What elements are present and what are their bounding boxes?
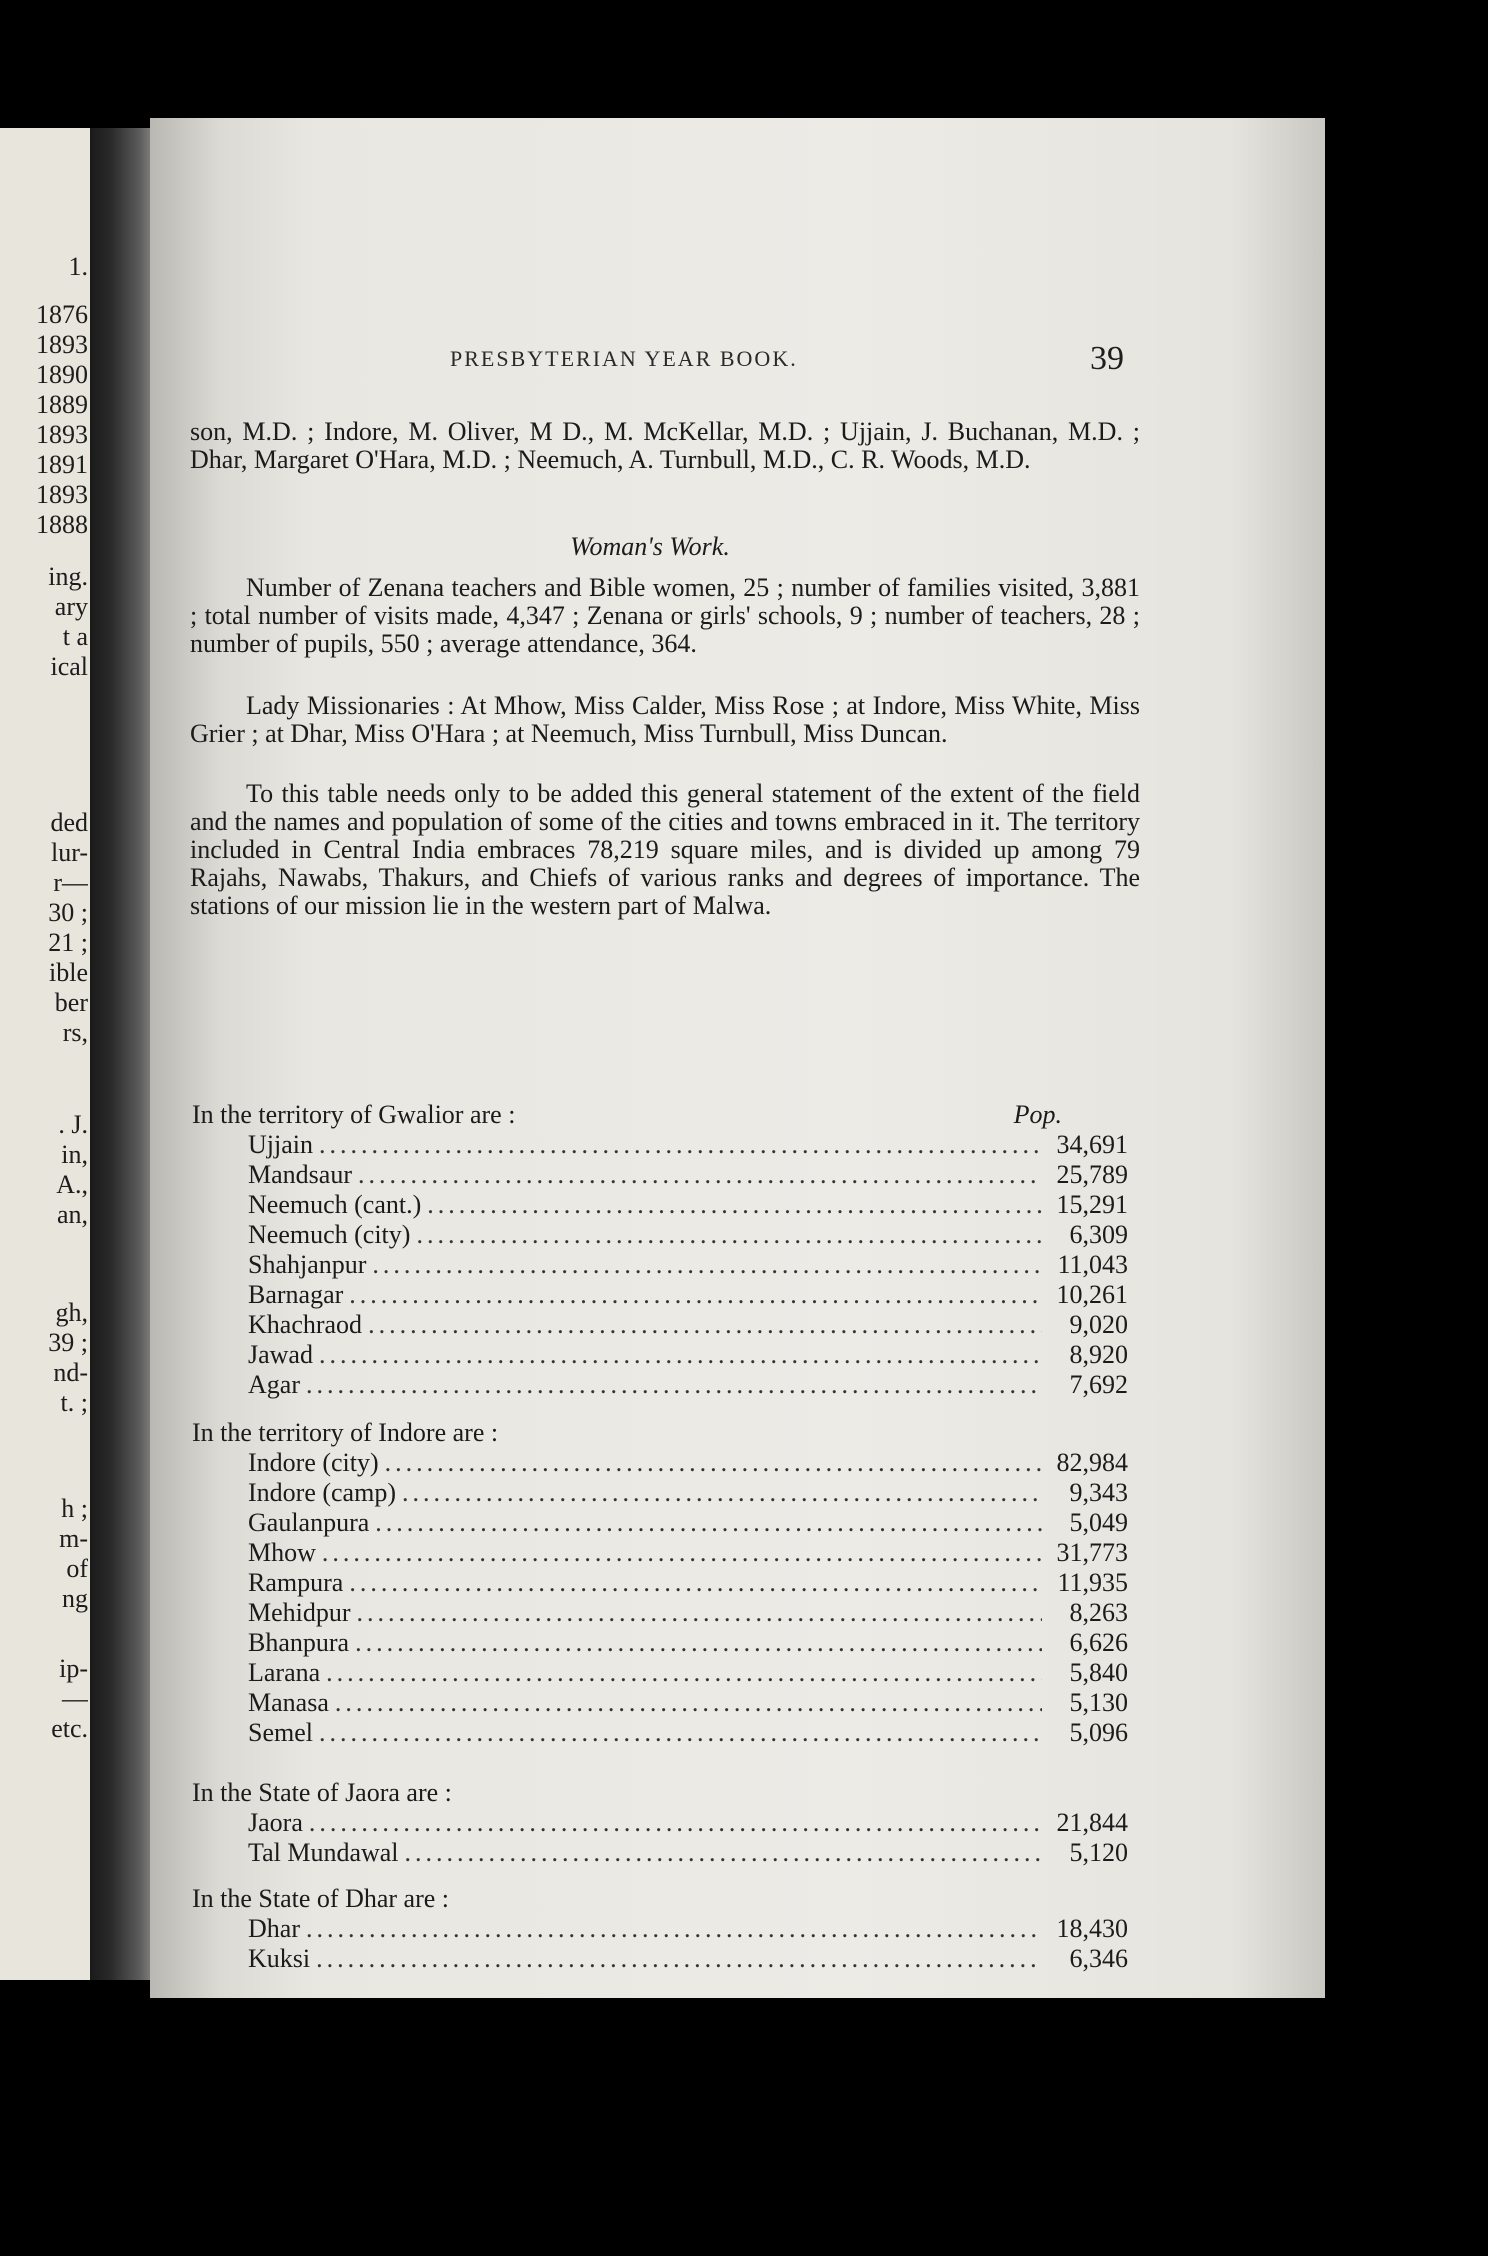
adjacent-page-text: 1876: [36, 300, 88, 329]
town-population: 5,840: [1069, 1658, 1128, 1687]
dot-leader: [372, 1250, 1042, 1280]
dot-leader: [306, 1914, 1042, 1944]
adjacent-page-fragment: [0, 128, 90, 1980]
adjacent-page-text: etc.: [51, 1714, 88, 1743]
adjacent-page-text: ible: [49, 958, 88, 987]
dot-leader: [306, 1370, 1042, 1400]
town-row: [192, 1130, 1128, 1160]
town-name: Larana: [248, 1658, 321, 1687]
town-population: 5,120: [1069, 1838, 1128, 1867]
running-title: PRESBYTERIAN YEAR BOOK.: [450, 346, 798, 371]
town-population: 6,346: [1069, 1944, 1128, 1973]
town-row: [192, 1508, 1128, 1538]
adjacent-page-text: ng: [62, 1584, 88, 1613]
territory-table: [192, 1778, 1142, 1868]
town-population: 9,020: [1069, 1310, 1128, 1339]
town-population: 10,261: [1056, 1280, 1128, 1309]
dot-leader: [322, 1538, 1042, 1568]
adjacent-page-text: 30 ;: [48, 898, 88, 927]
dot-leader: [368, 1310, 1042, 1340]
dot-leader: [402, 1478, 1042, 1508]
town-name: Jaora: [248, 1808, 303, 1837]
dot-leader: [358, 1160, 1042, 1190]
town-population: 25,789: [1056, 1160, 1128, 1189]
adjacent-page-text: 1893: [36, 420, 88, 449]
territory-title: [192, 1100, 1142, 1130]
town-population: 8,263: [1069, 1598, 1128, 1627]
town-name: Neemuch (city): [248, 1220, 411, 1249]
territory-title: [192, 1418, 1142, 1448]
dot-leader: [416, 1220, 1042, 1250]
town-row: [192, 1370, 1128, 1400]
town-row: [192, 1538, 1128, 1568]
territory-title: [192, 1884, 1142, 1914]
adjacent-page-text: gh,: [55, 1298, 88, 1327]
adjacent-page-text: . J.: [58, 1110, 88, 1139]
territory-title-text: In the State of Jaora are :: [192, 1778, 452, 1807]
dot-leader: [319, 1340, 1042, 1370]
town-row: [192, 1568, 1128, 1598]
town-population: 11,043: [1057, 1250, 1128, 1279]
territory-title-text: In the territory of Indore are :: [192, 1418, 499, 1447]
town-name: Mandsaur: [248, 1160, 352, 1189]
town-row: [192, 1250, 1128, 1280]
dot-leader: [349, 1280, 1042, 1310]
town-name: Tal Mundawal: [248, 1838, 399, 1867]
paragraph-zenana-stats: Number of Zenana teachers and Bible women, 25 ; number of families visited, 3,881 ; total number of visits made, 4,347 ; Zenana or girls' schools, 9 ; number of teachers, 28 ; number of pupils, 550 ; average attendance, 364.: [190, 573, 1140, 658]
town-name: Dhar: [248, 1914, 300, 1943]
town-population: 8,920: [1069, 1340, 1128, 1369]
adjacent-page-text: lur-: [50, 838, 88, 867]
town-name: Shahjanpur: [248, 1250, 367, 1279]
adjacent-page-text: 39 ;: [48, 1328, 88, 1357]
town-name: Rampura: [248, 1568, 344, 1597]
town-population: 5,049: [1069, 1508, 1128, 1537]
dot-leader: [385, 1448, 1042, 1478]
town-row: [192, 1658, 1128, 1688]
town-population: 15,291: [1056, 1190, 1128, 1219]
adjacent-page-text: m-: [59, 1524, 88, 1553]
dot-leader: [319, 1130, 1042, 1160]
dot-leader: [316, 1944, 1042, 1974]
town-row: [192, 1340, 1128, 1370]
adjacent-page-text: A.,: [56, 1170, 88, 1199]
territory-table: [192, 1884, 1142, 1974]
town-name: Kuksi: [248, 1944, 311, 1973]
section-heading: Woman's Work.: [570, 532, 730, 561]
adjacent-page-text: ing.: [48, 562, 88, 591]
adjacent-page-text: rs,: [62, 1018, 88, 1047]
town-row: [192, 1808, 1128, 1838]
adjacent-page-text: 21 ;: [48, 928, 88, 957]
town-row: [192, 1448, 1128, 1478]
adjacent-page-text: 1890: [36, 360, 88, 389]
town-name: Semel: [248, 1718, 313, 1747]
town-row: [192, 1838, 1128, 1868]
adjacent-page-text: 1889: [36, 390, 88, 419]
town-name: Indore (camp): [248, 1478, 396, 1507]
territory-title: [192, 1778, 1142, 1808]
town-population: 82,984: [1056, 1448, 1128, 1477]
town-population: 21,844: [1056, 1808, 1128, 1837]
adjacent-page-text: ber: [54, 988, 88, 1017]
adjacent-page-text: h ;: [61, 1494, 88, 1523]
town-row: [192, 1688, 1128, 1718]
dot-leader: [326, 1658, 1042, 1688]
town-row: [192, 1220, 1128, 1250]
dot-leader: [405, 1838, 1042, 1868]
adjacent-page-text: 1.: [68, 252, 88, 281]
town-row: [192, 1310, 1128, 1340]
dot-leader: [427, 1190, 1042, 1220]
adjacent-page-text: in,: [61, 1140, 88, 1169]
town-name: Indore (city): [248, 1448, 379, 1477]
intro-paragraph: son, M.D. ; Indore, M. Oliver, M D., M. McKellar, M.D. ; Ujjain, J. Buchanan, M.D. ; Dhar, Margaret O'Hara, M.D. ; Neemuch, A. Turnbull, M.D., C. R. Woods, M.D.: [190, 417, 1140, 474]
town-name: Gaulanpura: [248, 1508, 370, 1537]
adjacent-page-text: ded: [50, 808, 88, 837]
town-name: Ujjain: [248, 1130, 313, 1159]
town-name: Barnagar: [248, 1280, 344, 1309]
adjacent-page-text: 1893: [36, 330, 88, 359]
adjacent-page-text: an,: [56, 1200, 88, 1229]
adjacent-page-text: t. ;: [60, 1388, 88, 1417]
town-name: Khachraod: [248, 1310, 363, 1339]
town-population: 5,130: [1069, 1688, 1128, 1717]
paragraph-lady-missionaries: Lady Missionaries : At Mhow, Miss Calder, Miss Rose ; at Indore, Miss White, Miss Grier ; at Dhar, Miss O'Hara ; at Neemuch, Miss Turnbull, Miss Duncan.: [190, 691, 1140, 748]
territory-table: [192, 1100, 1142, 1400]
town-name: Agar: [248, 1370, 300, 1399]
adjacent-page-text: —: [62, 1684, 88, 1713]
adjacent-page-text: of: [66, 1554, 88, 1583]
dot-leader: [319, 1718, 1042, 1748]
pop-column-label: Pop.: [1013, 1100, 1062, 1129]
town-population: 31,773: [1056, 1538, 1128, 1567]
town-name: Neemuch (cant.): [248, 1190, 422, 1219]
adjacent-page-text: 1891: [36, 450, 88, 479]
town-population: 11,935: [1057, 1568, 1128, 1597]
town-population: 18,430: [1056, 1914, 1128, 1943]
town-name: Mehidpur: [248, 1598, 351, 1627]
town-row: [192, 1160, 1128, 1190]
town-population: 9,343: [1069, 1478, 1128, 1507]
adjacent-page-text: nd-: [53, 1358, 88, 1387]
dot-leader: [349, 1568, 1042, 1598]
town-population: 7,692: [1069, 1370, 1128, 1399]
town-name: Jawad: [248, 1340, 313, 1369]
dot-leader: [335, 1688, 1042, 1718]
adjacent-page-text: ip-: [59, 1654, 88, 1683]
town-row: [192, 1944, 1128, 1974]
territory-title-text: In the State of Dhar are :: [192, 1884, 450, 1913]
town-row: [192, 1478, 1128, 1508]
town-population: 6,626: [1069, 1628, 1128, 1657]
adjacent-page-text: ical: [50, 652, 88, 681]
town-name: Mhow: [248, 1538, 316, 1567]
adjacent-page-text: 1893: [36, 480, 88, 509]
dot-leader: [357, 1598, 1042, 1628]
adjacent-page-text: ary: [54, 592, 88, 621]
town-row: [192, 1628, 1128, 1658]
page-number: 39: [1090, 340, 1124, 377]
town-row: [192, 1280, 1128, 1310]
town-row: [192, 1190, 1128, 1220]
town-row: [192, 1598, 1128, 1628]
dot-leader: [309, 1808, 1042, 1838]
adjacent-page-text: 1888: [36, 510, 88, 539]
town-row: [192, 1718, 1128, 1748]
paragraph-territory-statement: To this table needs only to be added this general statement of the extent of the field and the names and population of some of the cities and towns embraced in it. The territory included in Central India embraces 78,219 square miles, and is divided up among 79 Rajahs, Nawabs, Thakurs, and Chiefs of various ranks and degrees of importance. The stations of our mission lie in the western part of Malwa.: [190, 779, 1140, 920]
adjacent-page-text: r—: [53, 868, 88, 897]
dot-leader: [375, 1508, 1042, 1538]
town-name: Bhanpura: [248, 1628, 350, 1657]
town-name: Manasa: [248, 1688, 329, 1717]
town-population: 34,691: [1056, 1130, 1128, 1159]
town-population: 5,096: [1069, 1718, 1128, 1747]
town-row: [192, 1914, 1128, 1944]
town-population: 6,309: [1069, 1220, 1128, 1249]
territory-title-text: In the territory of Gwalior are :: [192, 1100, 516, 1129]
territory-table: [192, 1418, 1142, 1748]
book-page: [150, 118, 1325, 1998]
adjacent-page-text: t a: [62, 622, 88, 651]
dot-leader: [355, 1628, 1042, 1658]
